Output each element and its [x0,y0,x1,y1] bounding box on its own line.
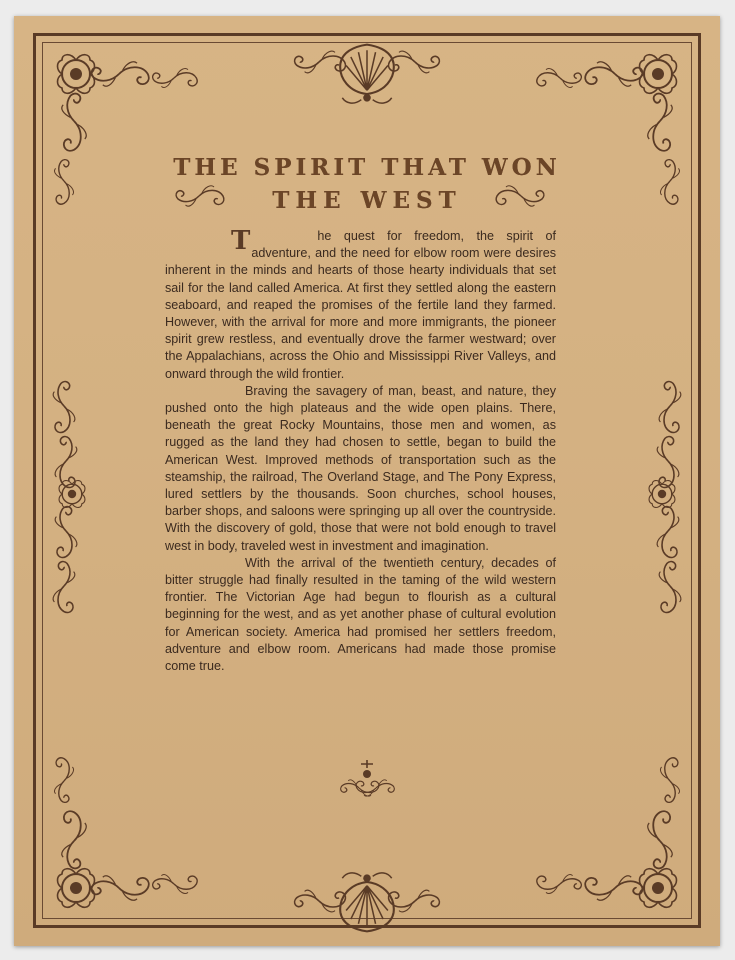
bottom-center-fan-ornament [295,873,440,932]
paragraph-1 [165,228,556,383]
paragraph-3: With the arrival of the twentieth century, decades of bitter struggle had finally resulted in the taming of the wild western frontier. The Victorian Age had begun to flourish as a cultural beginning for the west, and as yet another phase of cultural evolution for American society. America had promised her settlers freedom, adventure and elbow room. Americans had made those promise come true. [165,555,556,674]
text-end-finial-ornament [341,760,395,796]
top-center-fan-ornament [295,45,440,104]
paragraph-1-text: he quest for freedom, the spirit of adventure, and the need for elbow room were desires inherent in the minds and hearts of those hearty individuals that set sail for the land called America. At first they settled along the eastern seaboard, and reaped the promises of the fertile land they farmed. However, with the arrival for more and more immigrants, the pioneer spirit grew restless, and eventually drove the farmer westward; over the Appalachians, across the Ohio and Mississippi River Valleys, and onward through the wild frontier. [165,229,556,381]
article-body [165,228,556,675]
poster-sheet [14,16,720,946]
corner-ornament-bottom-right [537,758,680,907]
corner-ornament-bottom-left [55,758,198,907]
paragraph-2: Braving the savagery of man, beast, and nature, they pushed onto the high plateaus and the wide open plains. There, beneath the great Rocky Mountains, those men and women, as rugged as the land they had chosen to settle, began to build the American West. Improved methods of transportation such as the steamship, the railroad, The Overland Stage, and The Pony Express, lured settlers by the thousands. Soon churches, school houses, barber shops, and saloons were springing up all over the countryside. With the discovery of gold, those that were not bold enough to travel west in body, traveled west in investment and imagination. [165,383,556,553]
drop-cap: T [231,226,251,256]
right-side-ornament [649,382,681,613]
left-side-ornament [53,382,85,613]
corner-ornament-top-right [537,55,680,204]
title-line-1: THE SPIRIT THAT WON [173,154,561,181]
corner-ornament-top-left [55,55,198,204]
title-line-2: THE WEST [272,187,462,214]
